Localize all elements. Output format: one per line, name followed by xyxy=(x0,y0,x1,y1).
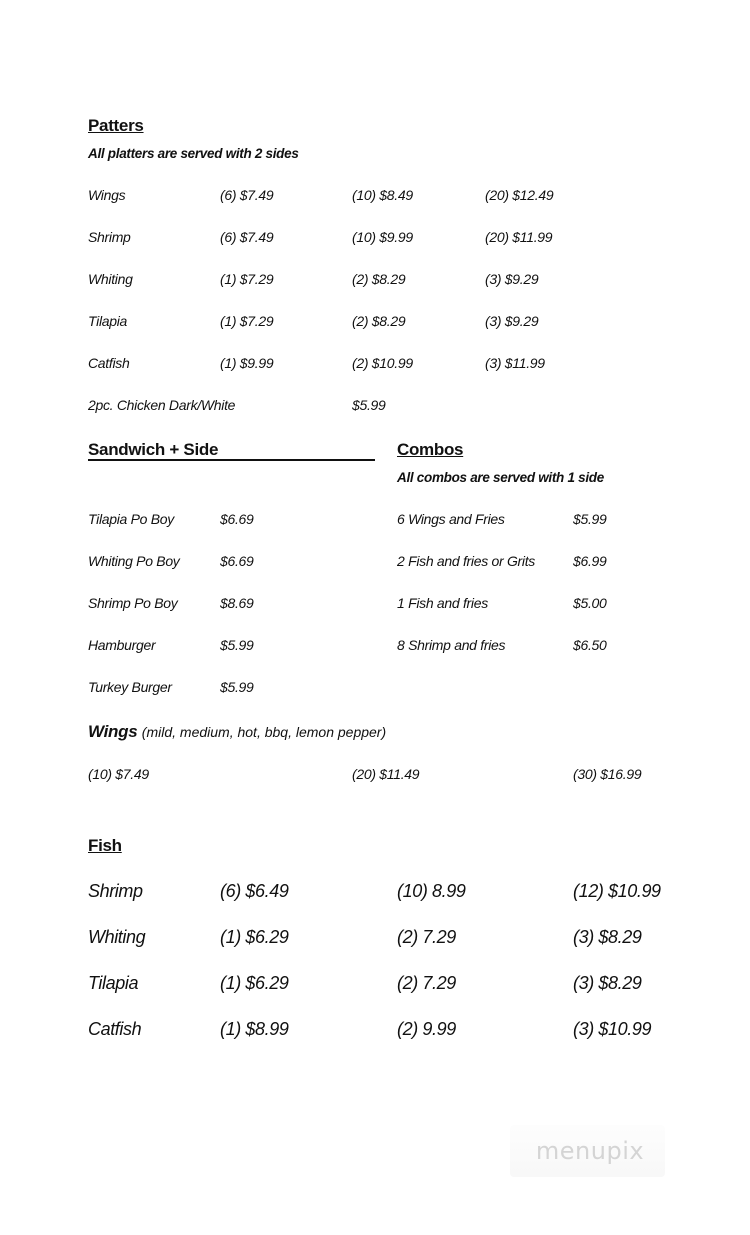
platter-price: (6) $7.49 xyxy=(220,187,274,203)
sandwich-heading: Sandwich + Side xyxy=(88,440,219,459)
platter-name: Whiting xyxy=(88,271,133,287)
chicken-name: 2pc. Chicken Dark/White xyxy=(88,397,236,413)
sandwich-price: $6.69 xyxy=(220,511,254,527)
platter-price: (2) $8.29 xyxy=(352,271,406,287)
fish-price: (10) 8.99 xyxy=(397,881,466,901)
platter-name: Shrimp xyxy=(88,229,131,245)
platter-price: (2) $10.99 xyxy=(352,355,413,371)
fish-price: (12) $10.99 xyxy=(573,881,661,901)
fish-name: Catfish xyxy=(88,1019,142,1039)
chicken-price: $5.99 xyxy=(352,397,386,413)
sandwich-name: Turkey Burger xyxy=(88,679,172,695)
wings-heading: Wings xyxy=(88,722,138,741)
combo-name: 1 Fish and fries xyxy=(397,595,488,611)
combo-price: $6.99 xyxy=(573,553,607,569)
combo-name: 6 Wings and Fries xyxy=(397,511,505,527)
platters-heading: Patters xyxy=(88,116,144,135)
platter-name: Tilapia xyxy=(88,313,128,329)
combo-name: 2 Fish and fries or Grits xyxy=(397,553,535,569)
fish-name: Shrimp xyxy=(88,881,143,901)
platter-price: (2) $8.29 xyxy=(352,313,406,329)
fish-heading: Fish xyxy=(88,836,122,855)
fish-price: (2) 7.29 xyxy=(397,973,456,993)
sandwich-price: $5.99 xyxy=(220,637,254,653)
combo-price: $5.99 xyxy=(573,511,607,527)
platter-price: (3) $9.29 xyxy=(485,271,539,287)
combos-heading: Combos xyxy=(397,440,464,459)
fish-price: (3) $8.29 xyxy=(573,973,642,993)
sandwich-price: $6.69 xyxy=(220,553,254,569)
sandwich-price: $5.99 xyxy=(220,679,254,695)
wings-flavors: (mild, medium, hot, bbq, lemon pepper) xyxy=(141,724,387,740)
platter-price: (10) $9.99 xyxy=(352,229,413,245)
fish-price: (1) $6.29 xyxy=(220,927,289,947)
fish-price: (3) $10.99 xyxy=(573,1019,652,1039)
platter-price: (1) $9.99 xyxy=(220,355,274,371)
wings-price: (30) $16.99 xyxy=(573,766,642,782)
combos-note: All combos are served with 1 side xyxy=(397,470,604,485)
combo-price: $6.50 xyxy=(573,637,607,653)
sandwich-name: Whiting Po Boy xyxy=(88,553,180,569)
fish-price: (2) 9.99 xyxy=(397,1019,456,1039)
fish-price: (2) 7.29 xyxy=(397,927,456,947)
platter-name: Wings xyxy=(88,187,126,203)
combo-price: $5.00 xyxy=(573,595,607,611)
fish-price: (1) $6.29 xyxy=(220,973,289,993)
platter-price: (20) $11.99 xyxy=(485,229,553,245)
wings-price: (10) $7.49 xyxy=(88,766,149,782)
fish-name: Tilapia xyxy=(88,973,139,993)
platters-note: All platters are served with 2 sides xyxy=(88,146,299,161)
fish-price: (1) $8.99 xyxy=(220,1019,289,1039)
platter-price: (1) $7.29 xyxy=(220,313,274,329)
platter-name: Catfish xyxy=(88,355,130,371)
sandwich-price: $8.69 xyxy=(220,595,254,611)
platter-price: (20) $12.49 xyxy=(485,187,554,203)
platter-price: (3) $9.29 xyxy=(485,313,539,329)
platter-price: (3) $11.99 xyxy=(485,355,545,371)
platter-price: (1) $7.29 xyxy=(220,271,274,287)
sandwich-name: Shrimp Po Boy xyxy=(88,595,178,611)
fish-price: (3) $8.29 xyxy=(573,927,642,947)
platter-price: (10) $8.49 xyxy=(352,187,413,203)
combo-name: 8 Shrimp and fries xyxy=(397,637,506,653)
sandwich-name: Hamburger xyxy=(88,637,156,653)
fish-name: Whiting xyxy=(88,927,146,947)
menupix-watermark: menupix xyxy=(535,1137,645,1165)
wings-price: (20) $11.49 xyxy=(352,766,420,782)
fish-price: (6) $6.49 xyxy=(220,881,289,901)
platter-price: (6) $7.49 xyxy=(220,229,274,245)
sandwich-heading-underline xyxy=(88,459,375,461)
wings-header xyxy=(88,722,386,742)
sandwich-name: Tilapia Po Boy xyxy=(88,511,174,527)
